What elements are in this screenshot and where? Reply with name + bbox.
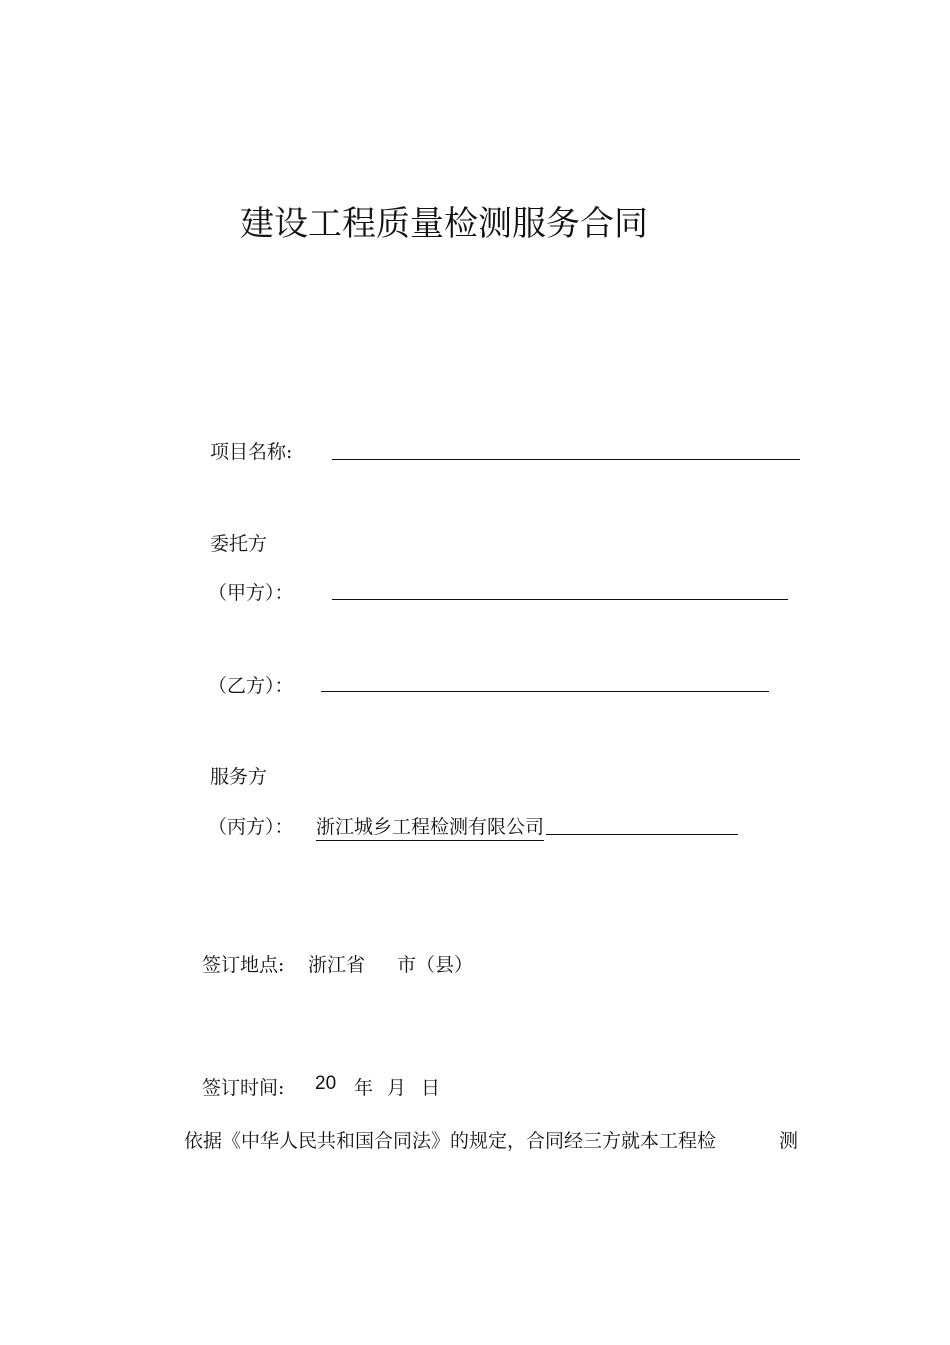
document-title: 建设工程质量检测服务合同 bbox=[240, 204, 648, 244]
signing-place-label: 签订地点: bbox=[202, 954, 285, 976]
party-c-label: （丙方）： bbox=[208, 816, 294, 838]
signing-day-unit: 日 bbox=[421, 1077, 441, 1099]
project-name-blank-line bbox=[332, 459, 800, 460]
party-c-company-name: 浙江城乡工程检测有限公司 bbox=[316, 812, 544, 841]
intro-paragraph-tail: 测 bbox=[779, 1130, 799, 1152]
signing-place-province: 浙江省 bbox=[308, 954, 366, 976]
client-heading: 委托方 bbox=[210, 533, 268, 555]
signing-year-unit: 年 bbox=[354, 1077, 374, 1099]
party-a-label: （甲方）： bbox=[208, 582, 294, 604]
party-b-label: （乙方）： bbox=[208, 675, 294, 697]
party-b-blank-line bbox=[321, 691, 769, 692]
project-name-label: 项目名称: bbox=[210, 441, 293, 463]
party-a-blank-line bbox=[332, 599, 788, 600]
signing-year-prefix: 20 bbox=[315, 1073, 337, 1094]
service-heading: 服务方 bbox=[210, 766, 268, 788]
intro-paragraph: 依据《中华人民共和国合同法》的规定，合同经三方就本工程检 bbox=[184, 1130, 717, 1152]
party-c-blank-line bbox=[546, 834, 738, 835]
signing-time-label: 签订时间: bbox=[202, 1077, 285, 1099]
signing-month-unit: 月 bbox=[387, 1077, 407, 1099]
signing-place-city: 市（县） bbox=[397, 954, 474, 976]
